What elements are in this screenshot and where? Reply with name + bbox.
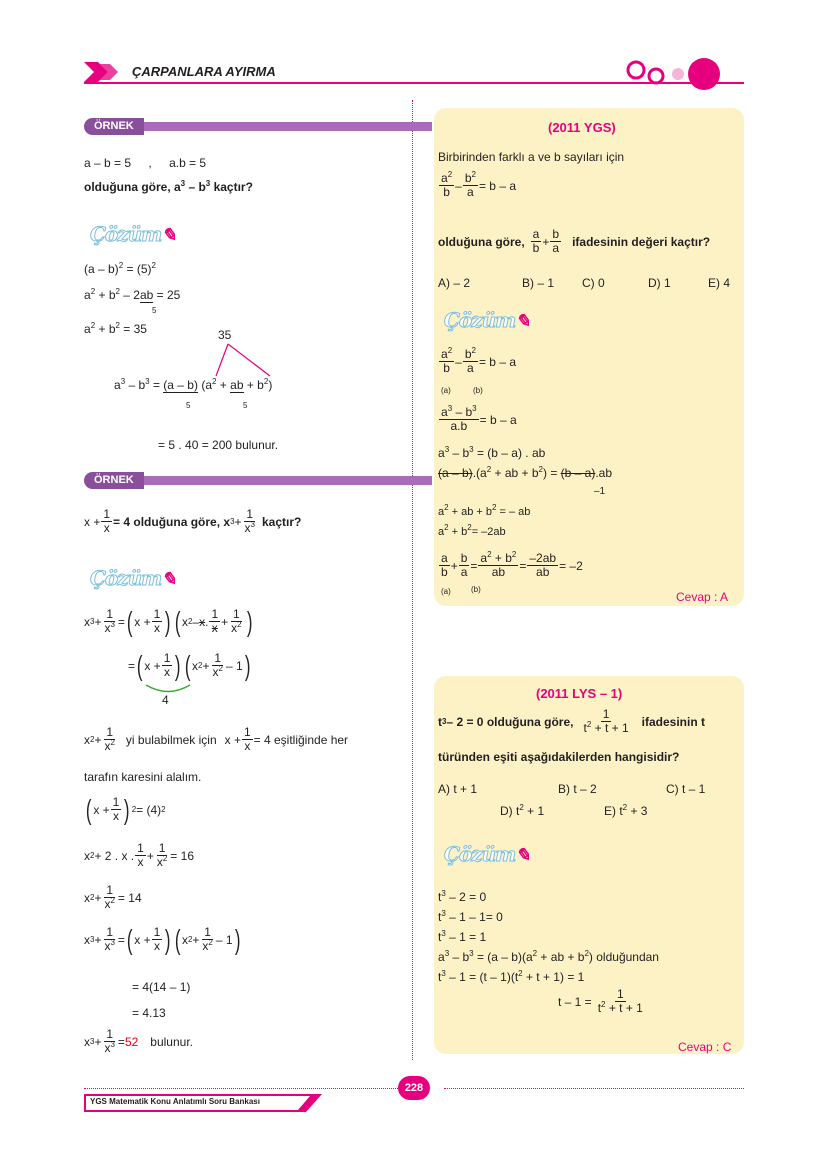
solution-29-line4-sub2: 5	[243, 401, 248, 410]
solution-30-text2: tarafın karesini alalım.	[84, 770, 202, 784]
solution-30-line6: x 3 + $\frac{1}{x^3}$ = ( x + $\frac{1}{x}$ ) ( x 2 + $\frac{1}{x^2}$ – 1 )	[84, 923, 241, 955]
solution-29-35: 35	[218, 328, 232, 342]
solution-29-line4-sub1: 5	[186, 401, 191, 410]
solution-29-line4: $a^3 - b^3 = (a - b) (a^2$ + ab + $b^2$)	[114, 377, 273, 392]
box1-choice-e: E) 4	[708, 276, 731, 290]
box1-solution-line7-label-a: (a)	[441, 587, 451, 596]
box1-solution-line7: $\frac{a}{b}$ + $\frac{b}{a}$ = $\frac{a^2 + b^2}{ab}$ = $\frac{-2ab}{ab}$ = –2	[441, 550, 583, 579]
box2-question: t 3 – 2 = 0 olduğuna göre, $\frac{1}{t^2 + t + 1}$ ifadesinin t	[438, 707, 705, 735]
solution-29-line2-sub: 5	[152, 306, 157, 315]
box2-choice-a: A) t + 1	[438, 782, 478, 796]
box2-solution-line5: $t^3 - 1 = (t - 1)(t^2 + t + 1) = 1$	[438, 969, 585, 984]
solution-30-text1: x 2 + $\frac{1}{x^2}$ yi bulabilmek için x + $\frac{1}{x}$ = 4 eşitliğinde her	[84, 725, 349, 753]
box1-choice-b: B) – 1	[522, 276, 555, 290]
box1-equation: $\frac{a^2}{b}$ – $\frac{b^2}{a}$ = b – a	[441, 170, 516, 199]
solution-30-line2-sub: 4	[162, 693, 169, 707]
box2-solution-line2: $t^3 - 1 - 1= 0$	[438, 909, 503, 924]
solution-30-line9: x 3 + $\frac{1}{x^3}$ = 52 bulunur.	[84, 1027, 193, 1055]
box2-solution-line4: $a^3 - b^3 = (a - b)(a^2$ + ab + $b^2$) olduğundan	[438, 949, 659, 964]
footer-rule-right	[444, 1088, 744, 1089]
solution-30-line3: ( x + $\frac{1}{x}$ ) 2 = (4) 2	[85, 793, 166, 825]
box1-answer: Cevap : A	[676, 590, 729, 604]
page-header-title: ÇARPANLARA AYIRMA	[132, 64, 276, 79]
solution-30-line7: = 4(14 – 1)	[132, 980, 191, 994]
solution-29-result: = 5 . 40 = 200 bulunur.	[158, 438, 279, 452]
box1-intro: Birbirinden farklı a ve b sayıları için	[438, 150, 625, 164]
box1-solution-line7-label-b: (b)	[471, 585, 481, 594]
box1-solution-line4-sub: –1	[594, 486, 606, 497]
solution-29-arrows	[200, 342, 280, 378]
box1-solution-line4: $(a - b).(a^2$ + ab + $b^2) = (b - a).ab$	[438, 465, 613, 480]
box2-title: (2011 LYS – 1)	[536, 686, 623, 701]
solution-30-line5: x 2 + $\frac{1}{x^2}$ = 14	[84, 883, 142, 911]
answer-52: 52	[124, 1034, 139, 1049]
box2-choice-d: D) $t^2 + 1$	[500, 803, 545, 818]
solution-29-line1: $(a - b)^2 = (5)^2$	[84, 261, 156, 276]
header-circles-icon	[626, 58, 722, 92]
solution-29-line3: $a^2 + b^2 = 35$	[84, 321, 147, 336]
box1-choice-d: D) 1	[648, 276, 671, 290]
example-29-given: a – b = 5 , a.b = 5	[84, 156, 207, 170]
solution-30-line8: = 4.13	[132, 1006, 166, 1020]
solution-29-line2: $a^2 + b^2 - 2ab = 25$	[84, 287, 181, 302]
page-number-badge	[398, 1076, 430, 1100]
example-29-label: ÖRNEK - 29	[84, 118, 144, 135]
box1-solution-label-a: (a)	[441, 386, 451, 395]
box2-answer: Cevap : C	[678, 1040, 732, 1054]
box1-solution-icon: Çözüm✎	[444, 308, 530, 332]
box1-solution-line5: $a^2$ + ab + $b^2$ = – ab	[438, 503, 531, 518]
solution-29-icon: Çözüm✎	[90, 222, 176, 246]
box1-solution-line3: $a^3 - b^3 = (b - a)$ . ab	[438, 445, 546, 460]
box2-choice-c: C) t – 1	[666, 782, 706, 796]
solution-30-line2: = ( x + $\frac{1}{x}$ ) ( x 2 + $\frac{1}{x^2}$ – 1 )	[128, 649, 251, 681]
example-29-question: olduğuna göre, $a^3 - b^3$ kaçtır?	[84, 179, 253, 194]
header-chevrons-icon	[84, 60, 128, 84]
box2-solution-line1: $t^3 - 2 = 0$	[438, 889, 487, 904]
box2-choice-b: B) t – 2	[558, 782, 597, 796]
solution-30-line4: x 2 + 2 . x . $\frac{1}{x}$ + $\frac{1}{x^2}$ = 16	[84, 841, 194, 869]
box1-title: (2011 YGS)	[548, 120, 616, 135]
box2-choice-e: E) $t^2 + 3$	[604, 803, 648, 818]
box1-choice-a: A) – 2	[438, 276, 471, 290]
column-divider	[412, 100, 413, 1060]
page-number: 228	[404, 1082, 424, 1094]
box1-solution-line1: $\frac{a^2}{b}$ – $\frac{b^2}{a}$ = b – a	[441, 346, 516, 375]
footer-rule-left	[84, 1088, 400, 1089]
example-30-label: ÖRNEK - 30	[84, 472, 144, 489]
box1-question: olduğuna göre, $\frac{a}{b}$ + $\frac{b}{a}$ ifadesinin değeri kaçtır?	[438, 227, 711, 255]
footer-book-title: YGS Matematik Konu Anlatımlı Soru Bankası	[90, 1097, 260, 1106]
solution-30-icon: Çözüm✎	[90, 566, 176, 590]
box2-solution-line3: $t^3 - 1 = 1$	[438, 929, 487, 944]
example-30-question: x + $\frac{1}{x}$ = 4 olduğuna göre, x 3 + $\frac{1}{x^3}$ kaçtır?	[84, 507, 302, 535]
box1-solution-line6: $a^2 + b^2= -2ab$	[438, 523, 506, 538]
footer-book-tab	[84, 1094, 322, 1112]
box1-solution-line2: $\frac{a^3 - b^3}{a.b}$ = b – a	[441, 404, 517, 433]
box2-solution-icon: Çözüm✎	[444, 842, 530, 866]
box2-solution-line6: t – 1 = $\frac{1}{t^2 + t + 1}$	[558, 987, 643, 1015]
box2-question-line2: türünden eşiti aşağıdakilerden hangisidir?	[438, 750, 680, 764]
solution-30-line1: x 3 + $\frac{1}{x^3}$ = ( x + $\frac{1}{x}$ ) ( x 2 – x . $\frac{1}{x}$ + $\frac{1}{x^2}$ )	[84, 605, 253, 637]
box1-solution-label-b: (b)	[473, 386, 483, 395]
box1-choice-c: C) 0	[582, 276, 605, 290]
